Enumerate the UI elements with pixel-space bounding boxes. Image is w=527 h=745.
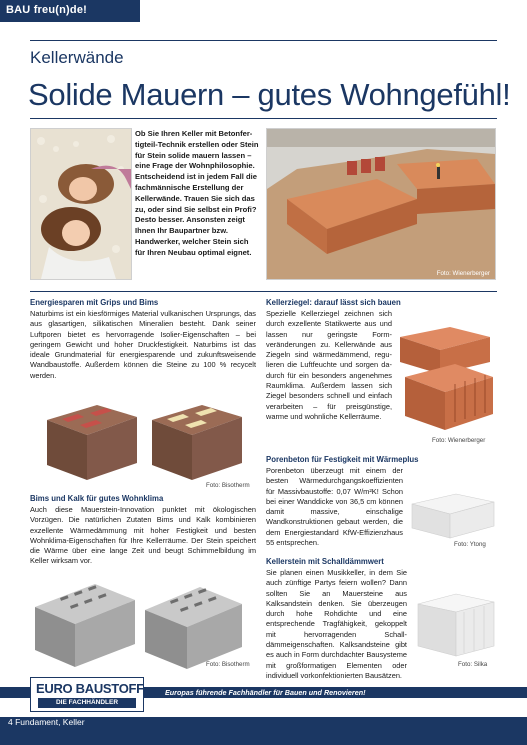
logo-tagline: DIE FACHHÄNDLER [38,698,136,708]
slogan-text: Europas führende Fachhändler für Bauen und Renovieren! [165,688,366,697]
ziegel-blocks-image [395,322,495,434]
photo-credit-site: Foto: Wienerberger [436,270,490,277]
section-title-poren: Porenbeton für Festigkeit mit Wärmeplus [266,455,419,464]
bims-blocks-image [42,395,252,485]
photo-credit-ziegel: Foto: Wienerberger [432,437,486,444]
construction-site-photo [266,128,496,280]
section-kicker: Kellerwände [30,48,124,67]
photo-credit-kalk: Foto: Bisotherm [206,661,250,668]
photo-credit-bims: Foto: Bisotherm [206,482,250,489]
section-title-ziegel: Kellerziegel: darauf lässt sich bauen [266,298,401,307]
section-text-poren: Porenbeton überzeugt mit einem der besten Wärmedurchgangskoeffizienten für Massivbaustoffe: 0,07 W/m²K! Schon bei einer Wanddicke von 36,5 cm können damit massive, einschalige Wandkonstruktionen gebaut werden, die dem Energiestandard KfW-Effizienzhaus 55 entsprechen. [266,466,495,558]
wrap-spacer [407,590,495,688]
section-text-kalk: Auch diese Mauerstein-Innovation punktet mit ökologischen Vorzügen. Die natürlichen Zutaten Bims und Kalk kombinieren exzellente Wärmedämmung mit hoher Festigkeit und besten Wohnklima-Eigenschaften für Ihre Kellerräume. Der Stein speichert die Wärme über eine lange Zeit und beugt Schimmelbildung im Keller wirksam vor. [30,505,256,566]
section-text-bims: Naturbims ist ein kiesförmiges Material vulkanischen Ursprungs, das aus glasartigen, silikatischen Mineralien besteht. Dank seiner Luftporen bietet es hervorragende Isolier-Eigenschaften – bei geringem Gewicht und hoher Druckfestigkeit. Naturbims ist das ideale Grundmaterial für energiesparende und zukunftsweisende Wandbaustoffe. Außerdem können die Steine zu 100 % recycelt werden. [30,309,256,380]
page-headline: Solide Mauern – gutes Wohngefühl! [28,77,511,112]
headline-rule [30,118,497,119]
page-number-label: 4 Fundament, Keller [8,717,85,727]
header-tag-text: BAU freu(n)de! [6,4,88,16]
section-title-kalk: Bims und Kalk für gutes Wohnklima [30,494,164,503]
content-rule [30,291,497,292]
top-rule [30,40,497,41]
logo-wordmark: EURO BAUSTOFF [36,681,144,696]
section-title-bims: Energiesparen mit Grips und Bims [30,298,159,307]
eurobaustoff-logo [30,677,144,712]
header-tag [0,0,140,22]
section-text-schall: Sie planen einen Musikkeller, in dem Sie auch zünftige Partys feiern wollen? Dann sollten Sie an Mauersteine aus Kalksandstein denken. Sie überzeugen durch hohe Rohdichte und eine entsprechende Tragfähigkeit, gekoppelt mit hervorragenden Schalldämmeigenschaften. Kalksandsteine gibt es auch in Form durchdachter Bausysteme mit großformatigen Elementen oder individuell vorkonfektionierten Bausätzen. [266,568,495,688]
kalk-blocks-image [30,572,252,672]
photo-credit-ytong: Foto: Ytong [454,541,486,548]
family-photo [30,128,132,280]
intro-text: Ob Sie Ihren Keller mit Betonfertigteil-Technik erstellen oder Stein für Stein solide mauern lassen – eine Frage der Wohnphilosophie. Entscheidend ist in jedem Fall die fachmännische Erstellung der Kellerwände. Trauen Sie sich das zu, oder sind Sie selbst ein Profi? Desto besser. Ansonsten zeigt Ihnen Ihr Baupartner bzw. Handwerker, welcher Stein sich für Ihren Neubau optimal eignet. [135,129,259,257]
photo-credit-silka: Foto: Silka [458,661,488,668]
section-text-ziegel: Spezielle Kellerziegel zeichnen sich durch exzellente Statikwerte aus und lassen nur geringste Formveränderungen zu. Kellerwände aus Ziegeln sind wärmedämmend, regulieren die Luftfeuchte und sorgen dadurch für ein besonders angenehmes Raumklima. Außerdem lassen sich Ziegel besonders schnell und einfach verarbeiten – für preisgünstige, warme und wohnliche Kellerräume. [266,309,392,421]
page-footer [0,717,527,745]
section-title-schall: Kellerstein mit Schalldämmwert [266,557,384,566]
